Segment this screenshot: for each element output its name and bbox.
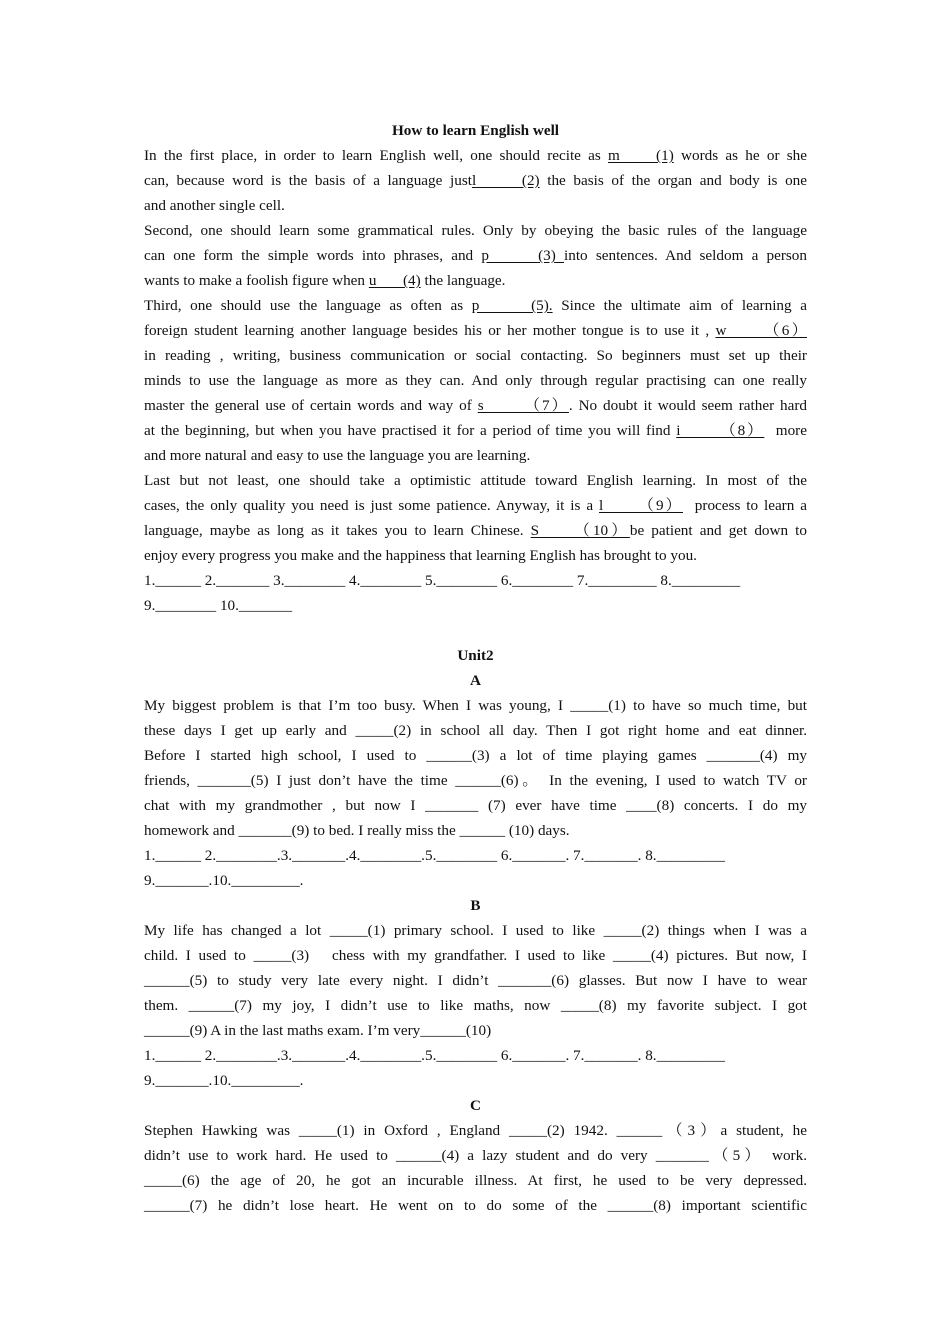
text-segment: . No doubt it would seem rather hard (568, 397, 807, 414)
essay-title: How to learn English well (391, 122, 560, 139)
section-line: Before I started high school, I used to ______(3) a lot of time playing games _______(4) my (144, 747, 807, 764)
answer-line: 1.______ 2._______ 3.________ 4.________ 5.________ 6.________ 7._________ 8._________ (144, 572, 741, 589)
section-line: these days I get up early and _____(2) in school all day. Then I got right home and eat dinner. (144, 722, 807, 739)
answer-blank: i （8） (676, 422, 765, 439)
section-line: them. ______(7) my joy, I didn’t use to like maths, now _____(8) my favorite subject. I got (144, 997, 807, 1014)
section-line: ______(7) he didn’t lose heart. He went on to do some of the ______(8) important scientific (144, 1197, 807, 1214)
essay-line (144, 468, 807, 493)
essay-line (144, 318, 807, 343)
answer-line: 9._______.10._________. (144, 1072, 304, 1089)
text-segment: can one form the simple words into phrases, and (144, 247, 482, 264)
text-segment: In the first place, in order to learn English well, one should recite as (144, 147, 609, 164)
section-label: C (470, 1097, 481, 1114)
answer-line: 9.________ 10._______ (144, 597, 293, 614)
document-page (144, 118, 807, 1218)
text-segment: into sentences. And seldom a person (564, 247, 807, 264)
answer-blank: l （9） (599, 497, 683, 514)
unit-title: Unit2 (457, 647, 494, 664)
text-segment: minds to use the language as more as they can. And only through regular practising can one really (144, 372, 807, 389)
text-segment: in reading , writing, business communication or social contacting. So beginners must set up their (144, 347, 807, 364)
section-line: ______(5) to study very late every night. I didn’t _______(6) glasses. But now I have to wear (144, 972, 807, 989)
text-segment: the basis of the organ and body is one (539, 172, 807, 189)
answer-blank: s （7） (477, 397, 569, 414)
essay-line (144, 343, 807, 368)
essay-line (144, 518, 807, 543)
essay-line (144, 243, 807, 268)
essay-line (144, 293, 807, 318)
section-line: homework and _______(9) to bed. I really miss the ______ (10) days. (144, 822, 570, 839)
text-segment: Third, one should use the language as often as (144, 297, 472, 314)
essay-line (144, 143, 807, 168)
section-line: My biggest problem is that I’m too busy. When I was young, I _____(1) to have so much time, but (144, 697, 807, 714)
section-line: didn’t use to work hard. He used to ______(4) a lazy student and do very _______（5） work. (144, 1147, 807, 1164)
text-segment: Last but not least, one should take a optimistic attitude toward English learning. In most of the (144, 472, 807, 489)
text-segment: at the beginning, but when you have practised it for a period of time you will find (144, 422, 677, 439)
answer-line: 9._______.10._________. (144, 872, 304, 889)
essay-line (144, 543, 807, 568)
essay-line (144, 268, 807, 293)
text-segment: master the general use of certain words and way of (144, 397, 478, 414)
unit-sections (144, 668, 807, 1218)
answer-line: 1.______ 2.________.3._______.4.________.5.________ 6._______. 7._______. 8._________ (144, 847, 725, 864)
section-line: My life has changed a lot _____(1) primary school. I used to like _____(2) things when I was a (144, 922, 807, 939)
essay-line (144, 218, 807, 243)
text-segment: wants to make a foolish figure when (144, 272, 369, 289)
essay-line (144, 393, 807, 418)
essay-line (144, 193, 807, 218)
text-segment: be patient and get down to (629, 522, 807, 539)
section-line: friends, _______(5) I just don’t have the time ______(6)。 In the evening, I used to watch TV or (144, 772, 807, 789)
text-segment: and more natural and easy to use the language you are learning. (144, 447, 531, 464)
essay-answer-lines (144, 568, 807, 618)
section-line: ______(9) A in the last maths exam. I’m very______(10) (144, 1022, 492, 1039)
spacer (144, 618, 807, 643)
answer-blank: w （6） (715, 322, 807, 339)
text-segment: words as he or she (673, 147, 807, 164)
answer-blank: p (3) (481, 247, 564, 264)
section-label: B (470, 897, 481, 914)
text-segment: can, because word is the basis of a language just (144, 172, 472, 189)
answer-blank: m (1) (608, 147, 674, 164)
essay-line (144, 168, 807, 193)
answer-line: 1.______ 2.________.3._______.4.________.5.________ 6._______. 7._______. 8._________ (144, 1047, 725, 1064)
text-segment: language, maybe as long as it takes you to learn Chinese. (144, 522, 531, 539)
text-segment: enjoy every progress you make and the happiness that learning English has brought to you. (144, 547, 697, 564)
text-segment: Since the ultimate aim of learning a (552, 297, 807, 314)
text-segment: cases, the only quality you need is just some patience. Anyway, it is a (144, 497, 599, 514)
text-segment: more (764, 422, 807, 439)
essay-line (144, 493, 807, 518)
text-segment: Second, one should learn some grammatical rules. Only by obeying the basic rules of the language (144, 222, 807, 239)
essay-body (144, 143, 807, 568)
text-segment: process to learn a (682, 497, 807, 514)
answer-blank: p (5). (471, 297, 553, 314)
essay-line (144, 443, 807, 468)
section-line: chat with my grandmother , but now I _______ (7) ever have time ____(8) concerts. I do my (144, 797, 807, 814)
answer-blank: S （10） (530, 522, 630, 539)
section-label: A (470, 672, 481, 689)
section-line: _____(6) the age of 20, he got an incurable illness. At first, he used to be very depressed. (144, 1172, 807, 1189)
text-segment: foreign student learning another language besides his or her mother tongue is to use it , (144, 322, 716, 339)
section-line: Stephen Hawking was _____(1) in Oxford , England _____(2) 1942. ______（3）a student, he (144, 1122, 807, 1139)
answer-blank: l (2) (471, 172, 540, 189)
text-segment: and another single cell. (144, 197, 285, 214)
essay-line (144, 418, 807, 443)
section-line: child. I used to _____(3) chess with my grandfather. I used to like _____(4) pictures. But now, I (144, 947, 807, 964)
essay-line (144, 368, 807, 393)
answer-blank: u (4) (368, 272, 421, 289)
text-segment: the language. (420, 272, 506, 289)
